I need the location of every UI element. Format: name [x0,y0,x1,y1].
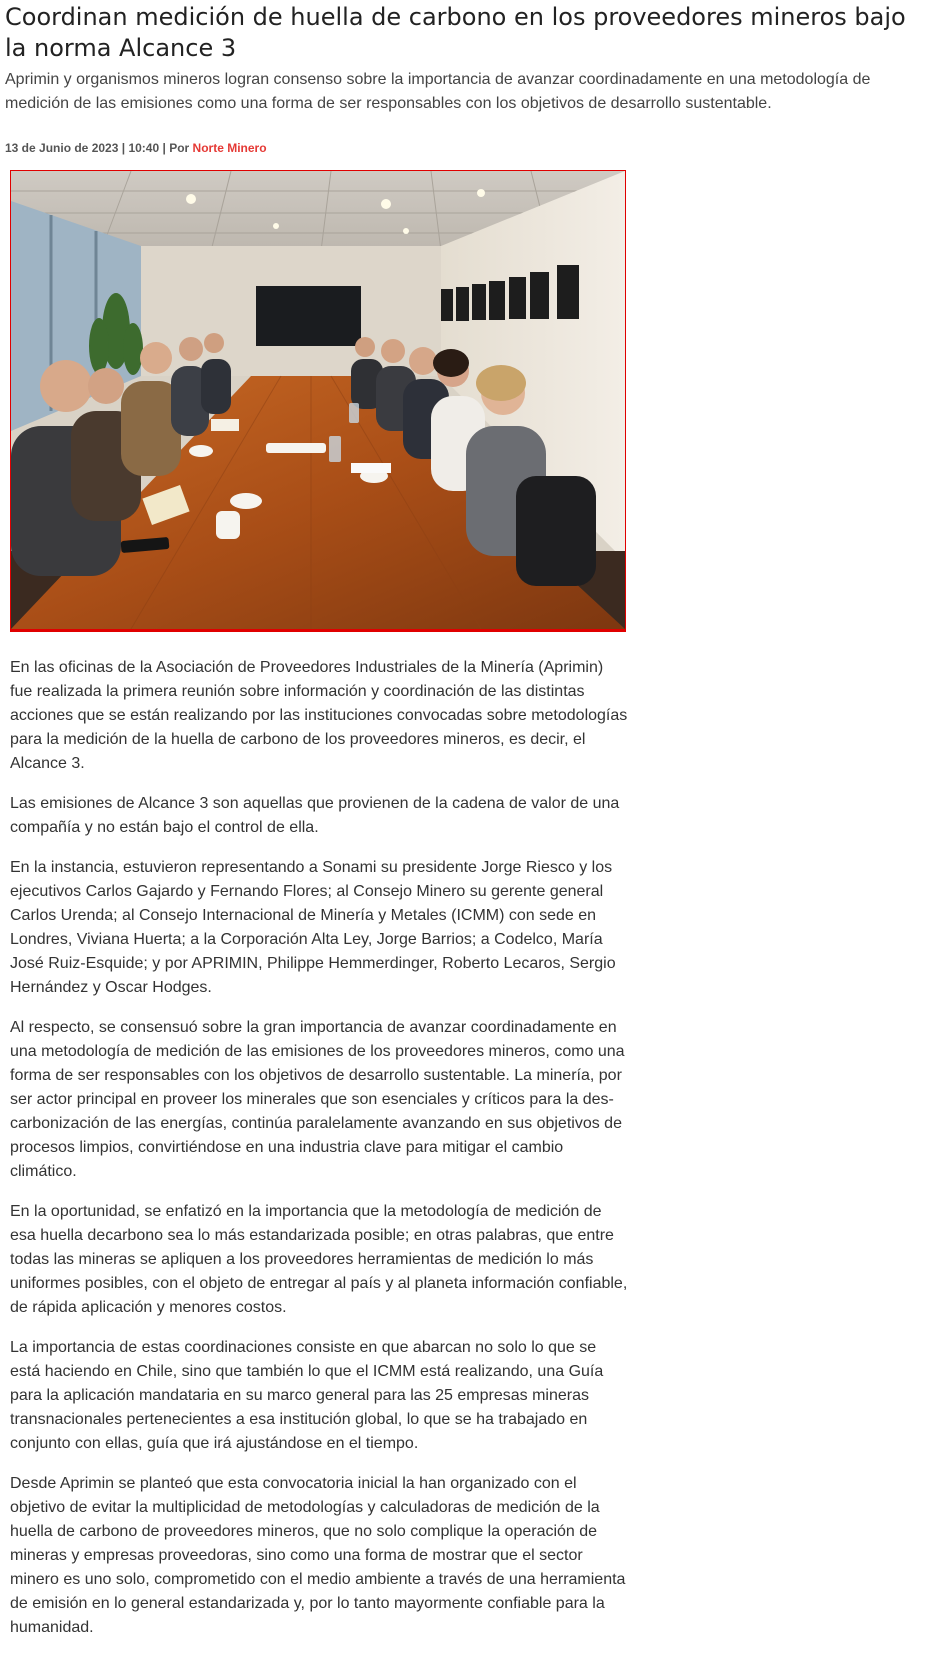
article-paragraph: Al respecto, se consensuó sobre la gran importancia de avanzar coordinadamente en una metodología de medición de las emisiones de los proveedores mineros, como una forma de ser responsables con los objetivos de desarrollo sustentable. La minería, por ser actor principal en proveer los minerales que son esenciales y críticos para la des-carbonización de las energías, continúa paralelamente avanzando en sus objetivos de procesos limpios, convirtiéndose en una industria clave para mitigar el cambio climático. [10,1019,625,1180]
meeting-illustration [11,171,625,629]
byline-prefix: Por [169,141,190,155]
article-paragraph: En la instancia, estuvieron representando a Sonami su presidente Jorge Riesco y los ejecutivos Carlos Gajardo y Fernando Flores; al Consejo Minero su gerente general Carlos Urenda; al Consejo Internacional de Minería y Metales (ICMM) con sede en Londres, Viviana Huerta; a la Corporación Alta Ley, Jorge Barrios; a Codelco, María José Ruiz-Esquide; y por APRIMIN, Philippe Hemmerdinger, Roberto Lecaros, Sergio Hernández y Oscar Hodges. [10,859,616,996]
article-paragraph: Desde Aprimin se planteó que esta convocatoria inicial la han organizado con el objetivo de evitar la multiplicidad de metodologías y calculadoras de medición de la huella de carbono de proveedores mineros, que no solo complique la operación de mineras y empresas proveedoras, sino como una forma de mostrar que el sector minero es uno solo, comprometido con el medio ambiente a través de una herramienta de emisión en lo general estandarizada y, por lo tanto mayormente confiable para la humanidad. [10,1475,626,1636]
article-date: 13 de Junio de 2023 [5,141,119,155]
article-paragraph: En la oportunidad, se enfatizó en la importancia que la metodología de medición de esa huella decarbono sea lo más estandarizada posible; en otras palabras, que entre todas las mineras se apliquen a los proveedores herramientas de medición lo más uniformes posibles, con el objeto de entregar al país y al planeta información confiable, de rápida aplicación y menores costos. [10,1203,628,1316]
author-link[interactable]: Norte Minero [192,141,267,155]
article-meta [5,140,267,156]
article-lead: Aprimin y organismos mineros logran consenso sobre la importancia de avanzar coordinadamente en una metodología de medición de las emisiones como una forma de ser responsables con los objetivos de desarrollo sustentable. [5,71,871,112]
article-paragraph: La importancia de estas coordinaciones consiste en que abarcan no solo lo que se está haciendo en Chile, sino que también lo que el ICMM está realizando, una Guía para la aplicación mandataria en su marco general para las 25 empresas mineras transnacionales pertenecientes a esa institución global, lo que se ha trabajado en conjunto con ellas, guía que irá ajustándose en el tiempo. [10,1339,604,1452]
meta-separator: | [121,141,129,155]
article-paragraph: Las emisiones de Alcance 3 son aquellas que provienen de la cadena de valor de una compañía y no están bajo el control de ella. [10,795,620,836]
tv-screen [256,286,361,346]
article-time: 10:40 [128,141,160,155]
meeting-photo [10,170,626,632]
article-title: Coordinan medición de huella de carbono en los proveedores mineros bajo la norma Alcance 3 [5,3,906,62]
article-body [10,656,628,1656]
article-paragraph: En las oficinas de la Asociación de Proveedores Industriales de la Minería (Aprimin) fue realizada la primera reunión sobre información y coordinación de las distintas acciones que se están realizando por las instituciones convocadas sobre metodologías para la medición de la huella de carbono de los proveedores mineros, es decir, el Alcance 3. [10,659,628,772]
meta-separator: | [162,141,170,155]
